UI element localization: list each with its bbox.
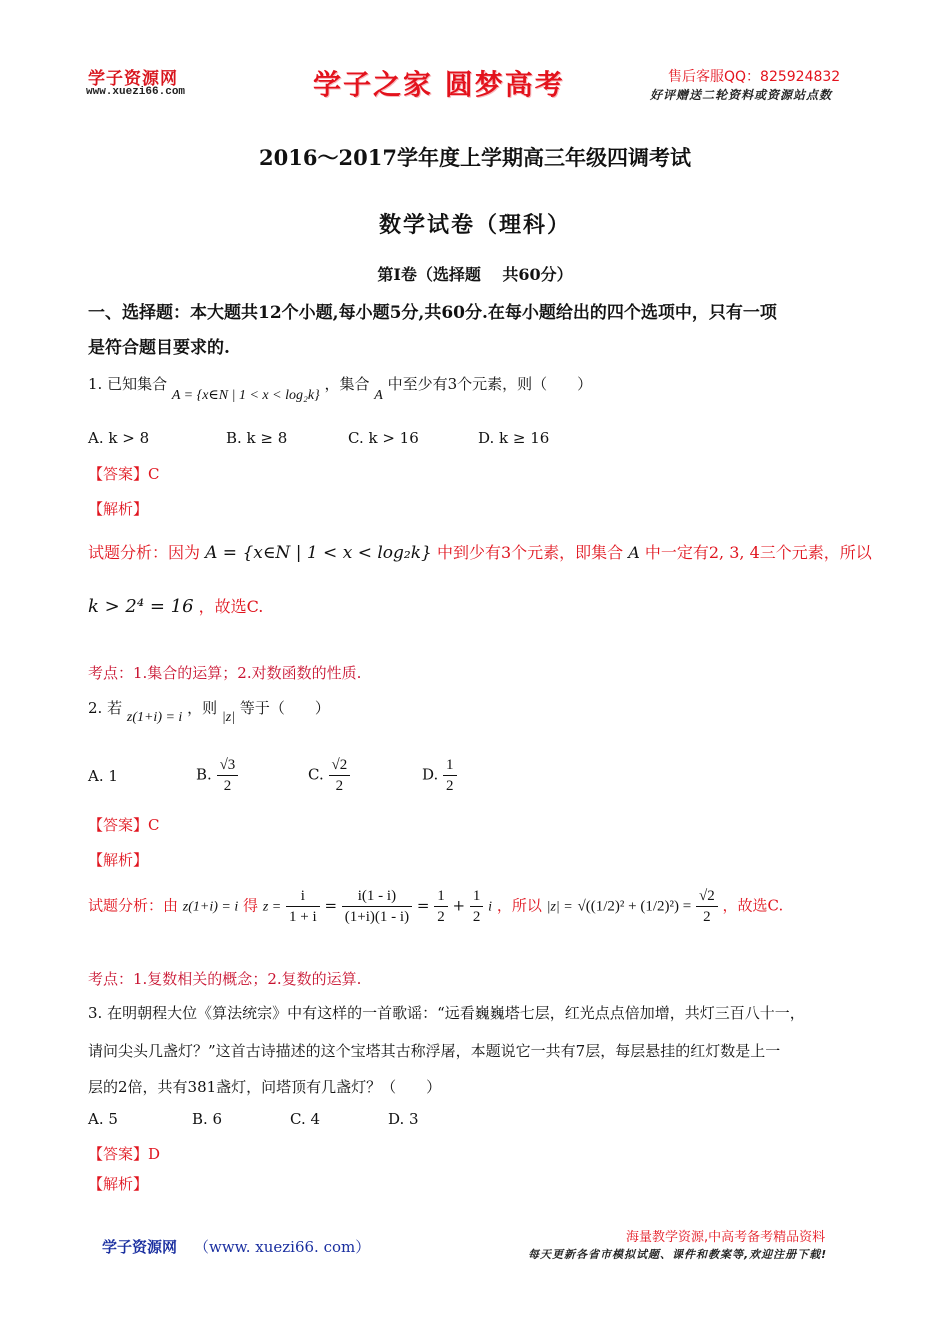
header-promo: 好评赠送二轮资料或资源站点数 xyxy=(650,88,833,102)
q1-analysis-set-a: A xyxy=(628,543,640,562)
q3-answer: 【答案】D xyxy=(88,1145,161,1163)
q2-frac1-den: 1 + i xyxy=(289,909,317,925)
exam-title: 2016～2017学年度上学期高三年级四调考试 xyxy=(259,145,691,170)
q1-analysis-pre: 试题分析：因为 xyxy=(88,543,201,562)
q2-analysis-expr: z(1+i) = i xyxy=(182,899,239,915)
q2-analysis-label: 【解析】 xyxy=(88,851,149,869)
q1-option-d[interactable]: D. k ≥ 16 xyxy=(478,429,550,447)
q2-frac1-num: i xyxy=(286,886,320,907)
q2-analysis-absz: |z| = xyxy=(546,899,573,915)
q2-option-d[interactable] xyxy=(422,755,457,796)
q1-analysis-text2 xyxy=(88,594,263,617)
q3-stem-line1: 3. 在明朝程大位《算法统宗》中有这样的一首歌谣：“远看巍巍塔七层，红光点点倍加增，共灯三百八十一， xyxy=(88,1004,805,1022)
q3-option-d[interactable]: D. 3 xyxy=(388,1110,419,1128)
q2-option-c-den: 2 xyxy=(335,778,344,794)
q2-analysis-z: z = xyxy=(262,899,282,915)
q1-number: 1. 已知集合 xyxy=(88,375,168,393)
q3-option-c[interactable]: C. 4 xyxy=(290,1110,321,1128)
q3-option-a[interactable]: A. 5 xyxy=(88,1110,118,1128)
q1-set: A = {x∈N | 1 < x < log₂k} xyxy=(171,388,320,403)
q2-tail: 等于（ ） xyxy=(239,699,330,717)
q1-analysis-mid: 中到少有3个元素，即集合 xyxy=(436,543,624,562)
site-logo-url[interactable]: www.xuezi66.com xyxy=(86,86,186,98)
header-qq: 售后客服QQ：825924832 xyxy=(668,69,841,85)
q2-half1-num: 1 xyxy=(434,886,448,907)
q1-answer: 【答案】C xyxy=(88,465,160,483)
q2-abs: |z| xyxy=(221,710,236,725)
q2-stem xyxy=(88,697,330,725)
q2-number: 2. 若 xyxy=(88,699,123,717)
q2-option-c-num: √2 xyxy=(329,755,351,776)
q1-analysis-tail: 中一定有2, 3, 4三个元素，所以 xyxy=(644,543,872,562)
q1-analysis-text xyxy=(88,540,872,563)
q2-analysis-de: 得 xyxy=(243,896,259,915)
q1-analysis-ineq: k > 2⁴ = 16 xyxy=(88,596,194,617)
section-heading-line1: 一、选择题：本大题共12个小题,每小题5分,共60分.在每小题给出的四个选项中，只有一项 xyxy=(88,303,777,323)
q2-frac2-den: (1+i)(1 - i) xyxy=(344,909,410,925)
footer-promo-line1: 海量教学资源,中高考备考精品资料 xyxy=(626,1230,826,1245)
q2-key-point: 考点：1.复数相关的概念；2.复数的运算. xyxy=(88,970,362,988)
q2-analysis-suoyi: ，所以 xyxy=(496,896,542,915)
q1-option-a[interactable]: A. k > 8 xyxy=(88,429,150,447)
q2-frac2-num: i(1 - i) xyxy=(342,886,412,907)
q3-option-b[interactable]: B. 6 xyxy=(192,1110,223,1128)
q2-option-b-label: B. xyxy=(196,765,212,784)
q2-imag-unit: i xyxy=(488,899,493,915)
q1-analysis-label: 【解析】 xyxy=(88,500,149,518)
q2-option-b-den: 2 xyxy=(223,778,232,794)
q2-analysis-text: 试题分析：由 z(1+i) = i 得 z = $\frac{i}{1 + i}$ = $\frac{i(1 - i)}{(1+i)(1 - i)}$ = $\frac{1}{2}$ + $\frac{1}{2}$ i ，所以 |z| = √((1/2)² + (1/2)²) = $\frac{√2}{2}$ ，故选C. xyxy=(88,888,784,925)
q2-half1-den: 2 xyxy=(437,909,445,925)
q2-answer: 【答案】C xyxy=(88,816,160,834)
q2-sqrt: √((1/2)² + (1/2)²) = xyxy=(577,898,692,915)
q2-option-c-label: C. xyxy=(308,765,324,784)
q1-tail: 中至少有3个元素，则（ ） xyxy=(387,375,593,393)
q2-sqrt-body: (1/2)² + (1/2)² xyxy=(590,898,674,915)
q2-option-d-num: 1 xyxy=(443,755,457,776)
q1-set-a: A xyxy=(374,388,383,403)
q1-option-b[interactable]: B. k ≥ 8 xyxy=(226,429,288,447)
q3-stem-line2: 请问尖头几盏灯？”这首古诗描述的这个宝塔其古称浮屠，本题说它一共有7层，每层悬挂的红灯数是上一 xyxy=(88,1042,781,1060)
q2-option-d-den: 2 xyxy=(446,778,454,794)
q1-key-point: 考点：1.集合的运算；2.对数函数的性质. xyxy=(88,664,362,682)
exam-subtitle: 数学试卷（理科） xyxy=(378,212,571,238)
q2-expr: z(1+i) = i xyxy=(126,710,183,725)
exam-part: 第Ⅰ卷（选择题 共60分） xyxy=(377,265,573,284)
q2-option-c[interactable] xyxy=(308,755,350,796)
footer-logo: 学子资源网 xyxy=(102,1238,178,1256)
q1-analysis-set: A = {x∈N | 1 < x < log₂k} xyxy=(205,543,432,563)
q2-half2-num: 1 xyxy=(470,886,484,907)
q2-option-d-label: D. xyxy=(422,765,439,784)
section-heading-line2: 是符合题目要求的. xyxy=(88,338,230,358)
q3-analysis-label: 【解析】 xyxy=(88,1175,149,1193)
q2-analysis-pre: 试题分析：由 xyxy=(88,896,179,915)
site-logo: 学子资源网 xyxy=(88,69,178,89)
q2-analysis-end: ，故选C. xyxy=(722,896,784,915)
q2-result-num: √2 xyxy=(696,886,718,907)
q1-mid: ，集合 xyxy=(324,375,370,393)
q1-option-c[interactable]: C. k > 16 xyxy=(348,429,419,447)
q2-mid: ，则 xyxy=(187,699,218,717)
q2-half2-den: 2 xyxy=(472,909,481,925)
q2-option-a[interactable]: A. 1 xyxy=(88,767,118,785)
q2-result-den: 2 xyxy=(703,909,711,925)
header-slogan: 学子之家 圆梦高考 xyxy=(313,68,565,101)
q1-analysis-end: ，故选C. xyxy=(198,597,264,616)
q1-stem xyxy=(88,373,593,403)
q3-stem-line3: 层的2倍，共有381盏灯，问塔顶有几盏灯？（ ） xyxy=(88,1078,442,1096)
footer-url[interactable]: （www. xuezi66. com） xyxy=(194,1238,371,1256)
footer-promo-line2: 每天更新各省市模拟试题、课件和教案等,欢迎注册下载! xyxy=(528,1248,828,1261)
q2-option-b[interactable] xyxy=(196,755,238,796)
q2-option-b-num: √3 xyxy=(217,755,239,776)
